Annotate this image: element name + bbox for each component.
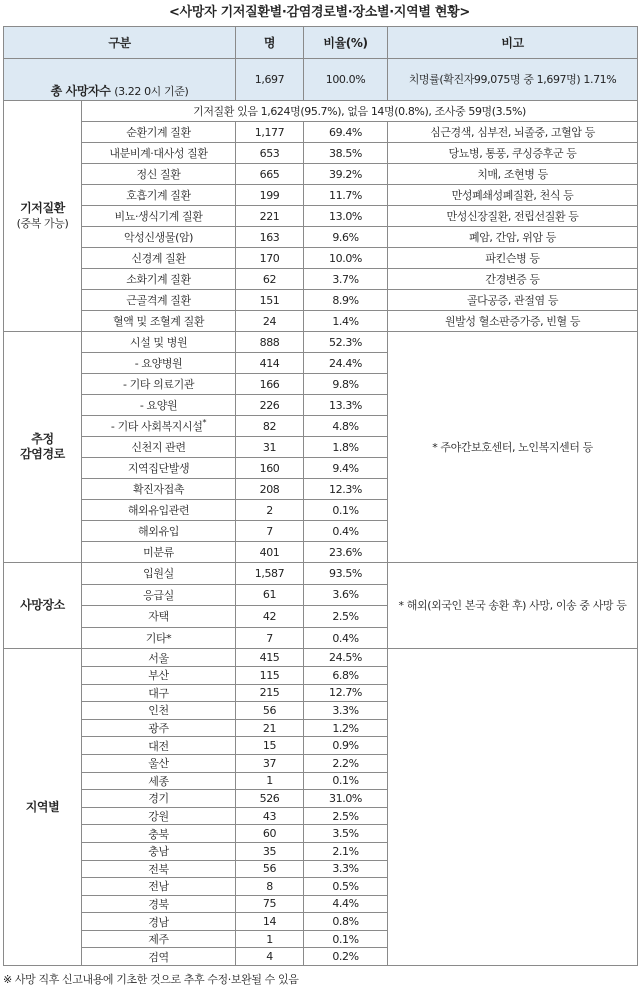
- row-name: [82, 702, 236, 720]
- row-note: 치매, 조현병 등: [388, 164, 638, 185]
- total-note: 치명률(확진자99,075명 중 1,697명) 1.71%: [388, 59, 638, 101]
- row-name: [82, 542, 236, 563]
- row-count: 82: [236, 416, 304, 437]
- header-note: 비고: [388, 27, 638, 59]
- row-ratio: 12.3%: [304, 479, 388, 500]
- row-ratio: 2.1%: [304, 842, 388, 860]
- table-row: [4, 248, 638, 269]
- footnote-mark: *: [202, 418, 207, 427]
- row-count: 43: [236, 807, 304, 825]
- row-count: 35: [236, 842, 304, 860]
- place-group-cell: [4, 563, 82, 649]
- row-name: [82, 807, 236, 825]
- total-ratio: 100.0%: [304, 59, 388, 101]
- row-name-text: 경북: [148, 897, 169, 911]
- row-name: [82, 458, 236, 479]
- table-row: [4, 290, 638, 311]
- place-section: [4, 563, 638, 649]
- row-name: 순환기계 질환: [82, 122, 236, 143]
- row-name-text: 인천: [148, 704, 169, 718]
- header-category: 구분: [4, 27, 236, 59]
- row-name: 정신 질환: [82, 164, 236, 185]
- row-name: 근골격계 질환: [82, 290, 236, 311]
- row-ratio: 3.3%: [304, 702, 388, 720]
- total-count: 1,697: [236, 59, 304, 101]
- row-count: 56: [236, 860, 304, 878]
- row-name: [82, 878, 236, 896]
- total-label-cell: [4, 59, 236, 101]
- row-ratio: 0.9%: [304, 737, 388, 755]
- row-count: 7: [236, 521, 304, 542]
- row-note: 골다공증, 관절염 등: [388, 290, 638, 311]
- row-name-text: 시설 및 병원: [129, 336, 188, 349]
- row-name-text: 경기: [148, 792, 169, 806]
- row-name: [82, 825, 236, 843]
- row-ratio: 69.4%: [304, 122, 388, 143]
- row-ratio: 52.3%: [304, 332, 388, 353]
- row-count: 56: [236, 702, 304, 720]
- row-count: 14: [236, 913, 304, 931]
- row-name: [82, 479, 236, 500]
- row-ratio: 9.4%: [304, 458, 388, 479]
- row-name: [82, 948, 236, 966]
- row-count: 2: [236, 500, 304, 521]
- row-name-text: - 기타 의료기관: [122, 378, 195, 391]
- route-group-line2: 감염경로: [20, 447, 65, 461]
- row-name-text: 기타*: [145, 632, 172, 646]
- total-label-sub: (3.22 0시 기준): [114, 85, 189, 98]
- row-name: 신경계 질환: [82, 248, 236, 269]
- table-row: [4, 311, 638, 332]
- row-ratio: 0.1%: [304, 500, 388, 521]
- row-ratio: 4.4%: [304, 895, 388, 913]
- row-name: [82, 606, 236, 628]
- row-ratio: 23.6%: [304, 542, 388, 563]
- row-name-text: 강원: [148, 810, 169, 824]
- route-note: * 주야간보호센터, 노인복지센터 등: [388, 332, 638, 563]
- header-ratio: 비율(%): [304, 27, 388, 59]
- row-ratio: 9.6%: [304, 227, 388, 248]
- route-group-line1: 추정: [31, 432, 54, 446]
- row-ratio: 11.7%: [304, 185, 388, 206]
- row-count: 1,587: [236, 563, 304, 585]
- row-ratio: 0.2%: [304, 948, 388, 966]
- row-count: 7: [236, 627, 304, 649]
- route-group-cell: [4, 332, 82, 563]
- row-name: [82, 353, 236, 374]
- row-ratio: 24.4%: [304, 353, 388, 374]
- row-note: 파킨슨병 등: [388, 248, 638, 269]
- header-row: [4, 27, 638, 59]
- row-count: 208: [236, 479, 304, 500]
- row-name-text: 부산: [148, 669, 169, 683]
- row-name: [82, 627, 236, 649]
- row-name-text: - 기타 사회복지시설: [110, 420, 203, 433]
- row-count: 61: [236, 584, 304, 606]
- row-name-text: 미분류: [143, 546, 174, 559]
- row-name-text: 충북: [148, 827, 169, 841]
- row-ratio: 10.0%: [304, 248, 388, 269]
- row-note: 만성신장질환, 전립선질환 등: [388, 206, 638, 227]
- row-ratio: 38.5%: [304, 143, 388, 164]
- row-name-text: 확진자접촉: [132, 483, 185, 496]
- row-name: 내분비계·대사성 질환: [82, 143, 236, 164]
- table-row: [4, 164, 638, 185]
- row-name: [82, 649, 236, 667]
- row-count: 414: [236, 353, 304, 374]
- row-count: 42: [236, 606, 304, 628]
- row-name-text: 자택: [148, 610, 169, 624]
- row-name-text: 충남: [148, 845, 169, 859]
- row-name: [82, 930, 236, 948]
- row-name-text: 검역: [148, 950, 169, 964]
- row-count: 166: [236, 374, 304, 395]
- row-count: 170: [236, 248, 304, 269]
- row-count: 653: [236, 143, 304, 164]
- row-name: [82, 563, 236, 585]
- row-name-text: 세종: [148, 774, 169, 788]
- row-name: 악성신생물(암): [82, 227, 236, 248]
- row-name: 혈액 및 조혈계 질환: [82, 311, 236, 332]
- table-row: [4, 649, 638, 667]
- row-name: [82, 684, 236, 702]
- row-ratio: 0.4%: [304, 627, 388, 649]
- row-count: 4: [236, 948, 304, 966]
- table-row: [4, 206, 638, 227]
- row-name-text: 전북: [148, 862, 169, 876]
- row-ratio: 31.0%: [304, 790, 388, 808]
- table-row: [4, 269, 638, 290]
- region-section: [4, 649, 638, 966]
- row-name: [82, 754, 236, 772]
- row-count: 215: [236, 684, 304, 702]
- table-row: [4, 122, 638, 143]
- row-ratio: 0.1%: [304, 930, 388, 948]
- row-name: [82, 395, 236, 416]
- row-ratio: 0.8%: [304, 913, 388, 931]
- row-name: [82, 842, 236, 860]
- table-row: [4, 563, 638, 585]
- row-ratio: 1.8%: [304, 437, 388, 458]
- row-name: [82, 666, 236, 684]
- row-ratio: 8.9%: [304, 290, 388, 311]
- row-name: [82, 860, 236, 878]
- row-count: 401: [236, 542, 304, 563]
- total-row: [4, 59, 638, 101]
- route-section: [4, 332, 638, 563]
- row-name: [82, 500, 236, 521]
- row-note: 심근경색, 심부전, 뇌졸중, 고혈압 등: [388, 122, 638, 143]
- row-ratio: 0.1%: [304, 772, 388, 790]
- row-ratio: 3.7%: [304, 269, 388, 290]
- total-label: 총 사망자수: [50, 84, 111, 98]
- underlying-group-cell: [4, 101, 82, 332]
- row-count: 151: [236, 290, 304, 311]
- row-name-text: 제주: [148, 933, 169, 947]
- row-name-text: 울산: [148, 757, 169, 771]
- row-count: 160: [236, 458, 304, 479]
- row-count: 415: [236, 649, 304, 667]
- footnote: ※ 사망 직후 신고내용에 기초한 것으로 추후 수정·보완될 수 있음: [3, 973, 299, 987]
- underlying-summary: 기저질환 있음 1,624명(95.7%), 없음 14명(0.8%), 조사중 59명(3.5%): [82, 101, 638, 122]
- region-group-cell: [4, 649, 82, 966]
- row-count: 60: [236, 825, 304, 843]
- row-count: 888: [236, 332, 304, 353]
- row-ratio: 2.5%: [304, 807, 388, 825]
- row-name-text: 지역집단발생: [127, 462, 190, 475]
- row-name-text: 서울: [148, 651, 169, 665]
- row-count: 665: [236, 164, 304, 185]
- row-name-text: 전남: [148, 880, 169, 894]
- row-ratio: 1.4%: [304, 311, 388, 332]
- table-row: [4, 332, 638, 353]
- row-ratio: 2.2%: [304, 754, 388, 772]
- row-name: [82, 521, 236, 542]
- row-count: 163: [236, 227, 304, 248]
- row-name: 소화기계 질환: [82, 269, 236, 290]
- row-count: 1: [236, 930, 304, 948]
- row-count: 8: [236, 878, 304, 896]
- table-row: [4, 143, 638, 164]
- row-name: [82, 790, 236, 808]
- row-ratio: 39.2%: [304, 164, 388, 185]
- row-name-text: 대구: [148, 686, 169, 700]
- row-name: 비뇨·생식기계 질환: [82, 206, 236, 227]
- row-count: 37: [236, 754, 304, 772]
- row-name: 호흡기계 질환: [82, 185, 236, 206]
- row-count: 15: [236, 737, 304, 755]
- underlying-group-label: 기저질환: [20, 201, 65, 215]
- row-note: 원발성 혈소판증가증, 빈혈 등: [388, 311, 638, 332]
- row-note: 폐암, 간암, 위암 등: [388, 227, 638, 248]
- row-count: 75: [236, 895, 304, 913]
- row-ratio: 1.2%: [304, 719, 388, 737]
- row-count: 24: [236, 311, 304, 332]
- row-count: 115: [236, 666, 304, 684]
- row-name-text: - 요양병원: [134, 357, 183, 370]
- row-count: 21: [236, 719, 304, 737]
- row-note: 당뇨병, 통풍, 쿠싱증후군 등: [388, 143, 638, 164]
- row-name: [82, 913, 236, 931]
- row-name: [82, 772, 236, 790]
- underlying-summary-row: [4, 101, 638, 122]
- row-name-text: 경남: [148, 915, 169, 929]
- row-count: 31: [236, 437, 304, 458]
- page-title: <사망자 기저질환별·감염경로별·장소별·지역별 현황>: [169, 5, 470, 20]
- row-ratio: 13.3%: [304, 395, 388, 416]
- row-name-text: 응급실: [143, 588, 174, 602]
- row-ratio: 0.5%: [304, 878, 388, 896]
- row-name-text: 신천지 관련: [131, 441, 186, 454]
- row-name: [82, 416, 236, 437]
- place-group-label: 사망장소: [20, 598, 65, 613]
- row-ratio: 13.0%: [304, 206, 388, 227]
- row-name: [82, 895, 236, 913]
- row-count: 226: [236, 395, 304, 416]
- row-name-text: 해외유입관련: [127, 504, 190, 517]
- row-count: 526: [236, 790, 304, 808]
- row-name: [82, 719, 236, 737]
- region-group-label: 지역별: [25, 799, 60, 814]
- row-ratio: 3.3%: [304, 860, 388, 878]
- table-row: [4, 185, 638, 206]
- row-name: [82, 332, 236, 353]
- row-name-text: 광주: [148, 722, 169, 736]
- header-count: 명: [236, 27, 304, 59]
- row-ratio: 4.8%: [304, 416, 388, 437]
- row-ratio: 3.5%: [304, 825, 388, 843]
- place-note: * 해외(외국인 본국 송환 후) 사망, 이송 중 사망 등: [388, 563, 638, 649]
- row-name: [82, 737, 236, 755]
- row-note: 만성폐쇄성폐질환, 천식 등: [388, 185, 638, 206]
- underlying-section: [4, 101, 638, 332]
- table-row: [4, 227, 638, 248]
- region-note: [388, 649, 638, 966]
- underlying-group-sub: (중복 가능): [16, 217, 69, 230]
- row-count: 199: [236, 185, 304, 206]
- row-name-text: - 요양원: [139, 399, 178, 412]
- row-name: [82, 374, 236, 395]
- row-count: 1: [236, 772, 304, 790]
- row-ratio: 0.4%: [304, 521, 388, 542]
- row-ratio: 9.8%: [304, 374, 388, 395]
- row-ratio: 93.5%: [304, 563, 388, 585]
- death-status-table: [3, 26, 638, 966]
- row-name: [82, 437, 236, 458]
- row-name-text: 대전: [148, 739, 169, 753]
- row-count: 62: [236, 269, 304, 290]
- row-name: [82, 584, 236, 606]
- row-note: 간경변증 등: [388, 269, 638, 290]
- row-count: 221: [236, 206, 304, 227]
- row-ratio: 2.5%: [304, 606, 388, 628]
- row-ratio: 12.7%: [304, 684, 388, 702]
- row-ratio: 3.6%: [304, 584, 388, 606]
- row-name-text: 해외유입: [138, 525, 179, 538]
- row-name-text: 입원실: [143, 567, 174, 581]
- row-ratio: 6.8%: [304, 666, 388, 684]
- row-ratio: 24.5%: [304, 649, 388, 667]
- row-count: 1,177: [236, 122, 304, 143]
